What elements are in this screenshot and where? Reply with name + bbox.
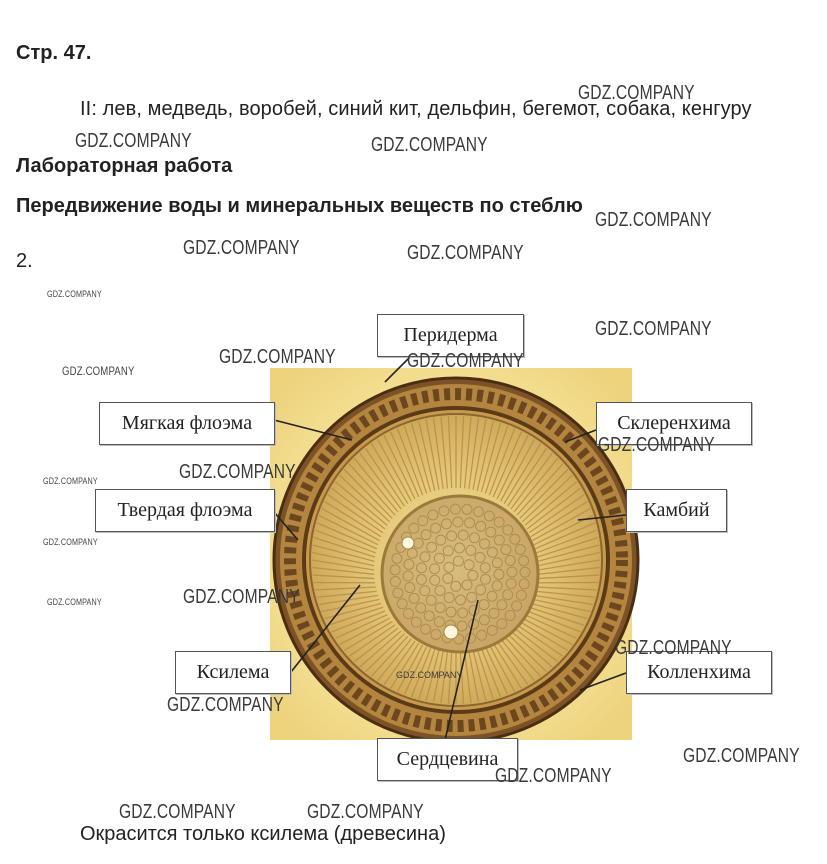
watermark-small: GDZ.COMPANY (62, 364, 135, 378)
watermark-small: GDZ.COMPANY (43, 476, 98, 486)
watermark: GDZ.COMPANY (615, 637, 732, 659)
lab-topic-heading: Передвижение воды и минеральных веществ по стеблю (16, 195, 583, 217)
watermark: GDZ.COMPANY (598, 434, 715, 456)
label-collenchyma: Колленхима (626, 651, 772, 694)
watermark: GDZ.COMPANY (183, 237, 300, 259)
watermark-small: GDZ.COMPANY (47, 597, 102, 607)
watermark: GDZ.COMPANY (595, 209, 712, 231)
watermark: GDZ.COMPANY (407, 350, 524, 372)
watermark: GDZ.COMPANY (307, 801, 424, 823)
watermark: GDZ.COMPANY (183, 586, 300, 608)
answer-line: II: лев, медведь, воробей, синий кит, дельфин, бегемот, собака, кенгуру (80, 98, 752, 120)
pith-core (382, 496, 538, 652)
watermark: GDZ.COMPANY (407, 242, 524, 264)
page-reference: Стр. 47. (16, 42, 92, 64)
lab-heading: Лабораторная работа (16, 155, 233, 177)
watermark: GDZ.COMPANY (578, 82, 695, 104)
label-xylem: Ксилема (175, 651, 291, 694)
watermark: GDZ.COMPANY (119, 801, 236, 823)
watermark-small: GDZ.COMPANY (396, 670, 463, 680)
watermark: GDZ.COMPANY (595, 318, 712, 340)
conclusion-text: Окрасится только ксилема (древесина) (80, 823, 446, 845)
watermark: GDZ.COMPANY (683, 745, 800, 767)
watermark: GDZ.COMPANY (371, 134, 488, 156)
watermark: GDZ.COMPANY (495, 765, 612, 787)
watermark: GDZ.COMPANY (75, 130, 192, 152)
watermark: GDZ.COMPANY (179, 461, 296, 483)
label-hard-phloem: Твердая флоэма (95, 489, 275, 532)
label-cambium: Камбий (626, 489, 727, 532)
task-number: 2. (16, 250, 33, 272)
watermark: GDZ.COMPANY (167, 694, 284, 716)
label-soft-phloem: Мягкая флоэма (99, 402, 275, 445)
label-sclerenchyma: Склеренхима (596, 402, 752, 445)
label-pith: Сердцевина (377, 738, 518, 781)
watermark-small: GDZ.COMPANY (43, 537, 98, 547)
watermark: GDZ.COMPANY (219, 346, 336, 368)
label-periderm: Перидерма (377, 314, 524, 357)
watermark-small: GDZ.COMPANY (47, 289, 102, 299)
